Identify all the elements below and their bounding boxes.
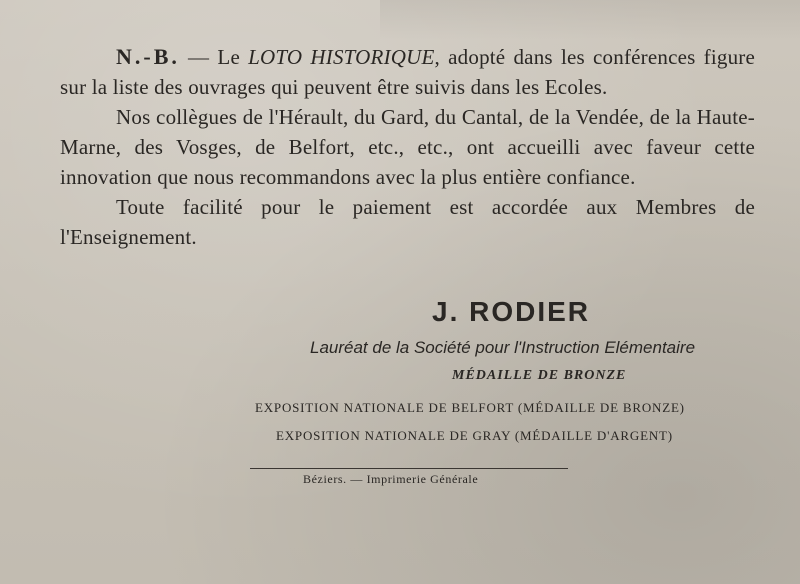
exposition-belfort: EXPOSITION NATIONALE DE BELFORT (MÉDAILLE DE BRONZE) <box>255 400 685 415</box>
footer-rule <box>250 468 568 469</box>
notice-text <box>60 42 755 252</box>
paragraph-nb <box>60 42 755 102</box>
nb-label: N.-B. <box>116 44 180 69</box>
laureat-line: Lauréat de la Société pour l'Instruction Elémentaire <box>310 338 696 357</box>
exposition-gray: EXPOSITION NATIONALE DE GRAY (MÉDAILLE D'ARGENT) <box>276 428 673 443</box>
signature-name: J. RODIER <box>432 296 591 327</box>
bleed-through-shadow <box>380 0 800 40</box>
p1-part-a: — Le <box>179 45 249 69</box>
loto-historique-title: LOTO HISTORIQUE <box>248 45 435 69</box>
paragraph-collegues: Nos collègues de l'Hérault, du Gard, du Cantal, de la Vendée, de la Haute-Marne, des Vosges, de Belfort, etc., etc., ont accueilli avec faveur cette innovation que nous recommandons avec la plus entière confiance. <box>60 105 755 189</box>
medaille-bronze: MÉDAILLE DE BRONZE <box>452 368 627 383</box>
printer-imprint: Béziers. — Imprimerie Générale <box>303 472 479 486</box>
paragraph-paiement: Toute facilité pour le paiement est accordée aux Membres de l'Enseignement. <box>60 195 755 249</box>
p1-part-b: , adopté dans les conférences figure sur la liste des ouvrages qui peuvent être suivis dans les Ecoles. <box>60 45 756 99</box>
